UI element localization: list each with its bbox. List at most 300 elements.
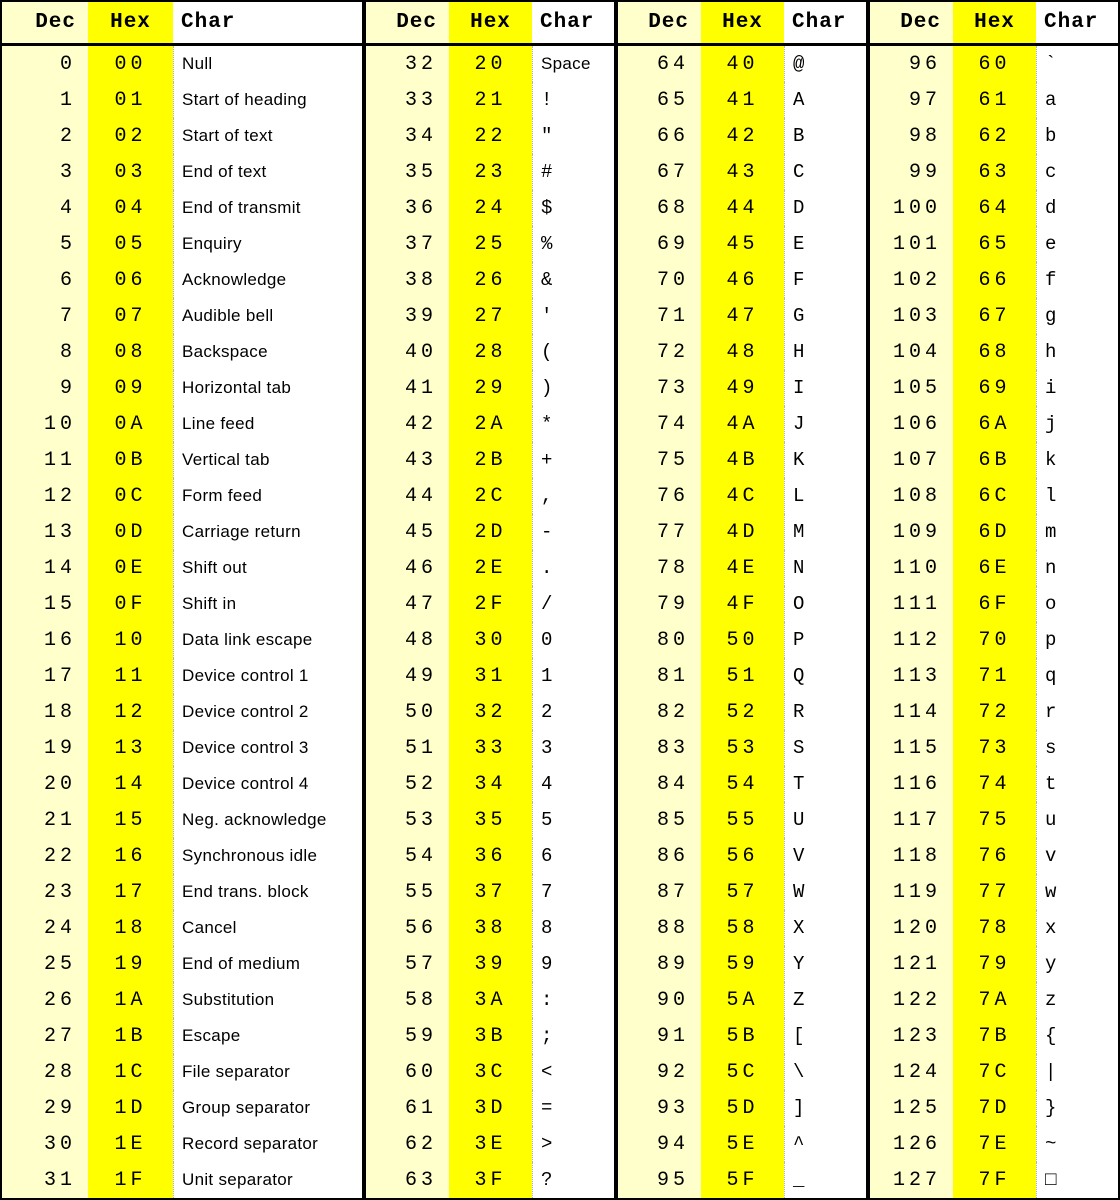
char-cell: ? [532,1162,614,1198]
table-row [2,622,362,658]
hex-cell: 04 [88,190,173,226]
dec-cell: 77 [618,514,701,550]
dec-cell: 99 [870,154,953,190]
char-cell: M [784,514,866,550]
hex-cell: 71 [953,658,1036,694]
hex-cell: 70 [953,622,1036,658]
table-row [366,730,614,766]
hex-cell: 2F [449,586,532,622]
char-cell: < [532,1054,614,1090]
table-row [618,298,866,334]
hex-cell: 3D [449,1090,532,1126]
hex-cell: 32 [449,694,532,730]
table-row [2,1162,362,1198]
table-row [870,838,1118,874]
char-cell: ( [532,334,614,370]
hex-cell: 76 [953,838,1036,874]
hex-cell: 24 [449,190,532,226]
hex-cell: 37 [449,874,532,910]
char-cell: Y [784,946,866,982]
char-cell: U [784,802,866,838]
table-row [2,982,362,1018]
dec-cell: 5 [2,226,88,262]
hex-cell: 7F [953,1162,1036,1198]
table-row [2,46,362,82]
table-row [2,946,362,982]
char-cell: L [784,478,866,514]
ascii-group-0-31 [0,0,364,1200]
hex-cell: 4A [701,406,784,442]
hex-cell: 5E [701,1126,784,1162]
hex-cell: 5C [701,1054,784,1090]
hex-cell: 6A [953,406,1036,442]
table-row [2,154,362,190]
char-cell: End of text [173,154,362,190]
dec-cell: 17 [2,658,88,694]
hex-cell: 44 [701,190,784,226]
hex-cell: 23 [449,154,532,190]
char-cell: g [1036,298,1118,334]
char-cell: Horizontal tab [173,370,362,406]
table-row [870,406,1118,442]
hex-cell: 08 [88,334,173,370]
table-row [366,874,614,910]
table-row [2,514,362,550]
table-row [366,154,614,190]
hex-cell: 78 [953,910,1036,946]
dec-cell: 96 [870,46,953,82]
dec-cell: 82 [618,694,701,730]
char-column-header: Char [532,2,614,46]
char-cell: x [1036,910,1118,946]
hex-cell: 17 [88,874,173,910]
hex-cell: 13 [88,730,173,766]
char-cell: Enquiry [173,226,362,262]
dec-cell: 55 [366,874,449,910]
ascii-group-32-63 [364,0,616,1200]
table-row [2,658,362,694]
table-row [366,370,614,406]
table-row [2,442,362,478]
char-cell: ] [784,1090,866,1126]
table-row [366,1162,614,1198]
table-row [618,550,866,586]
table-row [2,766,362,802]
dec-cell: 23 [2,874,88,910]
char-cell: End trans. block [173,874,362,910]
dec-cell: 110 [870,550,953,586]
dec-cell: 2 [2,118,88,154]
hex-cell: 69 [953,370,1036,406]
dec-cell: 21 [2,802,88,838]
char-cell: v [1036,838,1118,874]
hex-cell: 6D [953,514,1036,550]
table-row [870,586,1118,622]
char-cell: a [1036,82,1118,118]
table-row [870,1162,1118,1198]
dec-cell: 116 [870,766,953,802]
dec-cell: 34 [366,118,449,154]
dec-cell: 62 [366,1126,449,1162]
dec-cell: 14 [2,550,88,586]
hex-cell: 46 [701,262,784,298]
hex-cell: 01 [88,82,173,118]
char-cell: G [784,298,866,334]
hex-cell: 77 [953,874,1036,910]
dec-cell: 122 [870,982,953,1018]
table-row [366,766,614,802]
dec-cell: 53 [366,802,449,838]
dec-column-header: Dec [366,2,449,46]
char-cell: X [784,910,866,946]
dec-cell: 101 [870,226,953,262]
dec-cell: 73 [618,370,701,406]
hex-cell: 21 [449,82,532,118]
char-cell: Group separator [173,1090,362,1126]
char-cell: 0 [532,622,614,658]
char-cell: W [784,874,866,910]
hex-cell: 7C [953,1054,1036,1090]
table-row [870,46,1118,82]
hex-cell: 4B [701,442,784,478]
char-cell: Shift in [173,586,362,622]
char-cell: Escape [173,1018,362,1054]
table-row [366,910,614,946]
table-row [618,226,866,262]
char-cell: A [784,82,866,118]
table-row [366,190,614,226]
char-cell: - [532,514,614,550]
char-cell: { [1036,1018,1118,1054]
hex-cell: 3E [449,1126,532,1162]
char-cell: F [784,262,866,298]
hex-column-header: Hex [449,2,532,46]
dec-cell: 29 [2,1090,88,1126]
dec-cell: 38 [366,262,449,298]
hex-cell: 52 [701,694,784,730]
dec-cell: 114 [870,694,953,730]
hex-cell: 6B [953,442,1036,478]
hex-cell: 5F [701,1162,784,1198]
dec-cell: 86 [618,838,701,874]
char-cell: Cancel [173,910,362,946]
table-row [870,766,1118,802]
table-row [2,1090,362,1126]
hex-cell: 4E [701,550,784,586]
table-row [618,586,866,622]
hex-cell: 12 [88,694,173,730]
dec-cell: 20 [2,766,88,802]
dec-cell: 15 [2,586,88,622]
hex-cell: 2E [449,550,532,586]
char-cell: K [784,442,866,478]
hex-cell: 56 [701,838,784,874]
hex-cell: 64 [953,190,1036,226]
dec-column-header: Dec [870,2,953,46]
dec-cell: 85 [618,802,701,838]
char-cell: 7 [532,874,614,910]
dec-cell: 13 [2,514,88,550]
hex-cell: 20 [449,46,532,82]
hex-cell: 54 [701,766,784,802]
table-row [870,1126,1118,1162]
table-row [2,1054,362,1090]
char-column-header: Char [784,2,866,46]
table-row [366,946,614,982]
table-row [618,838,866,874]
dec-cell: 46 [366,550,449,586]
hex-cell: 73 [953,730,1036,766]
hex-cell: 1D [88,1090,173,1126]
char-cell: E [784,226,866,262]
hex-cell: 49 [701,370,784,406]
table-row [618,1090,866,1126]
hex-cell: 30 [449,622,532,658]
dec-cell: 45 [366,514,449,550]
header-row [618,2,866,46]
hex-cell: 00 [88,46,173,82]
table-row [618,1018,866,1054]
hex-cell: 42 [701,118,784,154]
dec-cell: 59 [366,1018,449,1054]
dec-cell: 126 [870,1126,953,1162]
char-cell: Acknowledge [173,262,362,298]
dec-column-header: Dec [2,2,88,46]
char-cell: : [532,982,614,1018]
dec-cell: 19 [2,730,88,766]
char-cell: j [1036,406,1118,442]
table-row [366,262,614,298]
table-row [366,658,614,694]
char-cell: , [532,478,614,514]
hex-cell: 25 [449,226,532,262]
dec-cell: 30 [2,1126,88,1162]
char-cell: Null [173,46,362,82]
table-row [618,946,866,982]
char-cell: End of medium [173,946,362,982]
dec-cell: 79 [618,586,701,622]
hex-cell: 61 [953,82,1036,118]
dec-cell: 109 [870,514,953,550]
dec-cell: 8 [2,334,88,370]
hex-cell: 7B [953,1018,1036,1054]
table-row [2,910,362,946]
char-cell: 1 [532,658,614,694]
hex-cell: 18 [88,910,173,946]
char-cell: 9 [532,946,614,982]
hex-cell: 57 [701,874,784,910]
char-cell: ; [532,1018,614,1054]
dec-cell: 41 [366,370,449,406]
table-row [618,910,866,946]
dec-cell: 39 [366,298,449,334]
dec-cell: 120 [870,910,953,946]
char-cell: I [784,370,866,406]
dec-cell: 16 [2,622,88,658]
dec-cell: 123 [870,1018,953,1054]
char-cell: Device control 3 [173,730,362,766]
dec-cell: 98 [870,118,953,154]
hex-cell: 05 [88,226,173,262]
table-row [870,82,1118,118]
hex-cell: 41 [701,82,784,118]
table-row [366,442,614,478]
table-row [366,694,614,730]
char-cell: n [1036,550,1118,586]
char-cell: & [532,262,614,298]
char-cell: ~ [1036,1126,1118,1162]
dec-cell: 107 [870,442,953,478]
table-row [870,442,1118,478]
char-cell: w [1036,874,1118,910]
char-cell: Start of heading [173,82,362,118]
table-row [2,874,362,910]
hex-cell: 79 [953,946,1036,982]
dec-cell: 104 [870,334,953,370]
dec-column-header: Dec [618,2,701,46]
table-row [618,334,866,370]
char-cell: End of transmit [173,190,362,226]
dec-cell: 124 [870,1054,953,1090]
hex-cell: 48 [701,334,784,370]
dec-cell: 65 [618,82,701,118]
dec-cell: 33 [366,82,449,118]
hex-cell: 06 [88,262,173,298]
hex-cell: 53 [701,730,784,766]
hex-cell: 36 [449,838,532,874]
dec-cell: 60 [366,1054,449,1090]
hex-cell: 09 [88,370,173,406]
char-cell: d [1036,190,1118,226]
dec-cell: 84 [618,766,701,802]
ascii-group-96-127 [868,0,1120,1200]
char-cell: . [532,550,614,586]
char-cell: C [784,154,866,190]
table-row [366,1054,614,1090]
char-cell: Unit separator [173,1162,362,1198]
hex-cell: 5D [701,1090,784,1126]
dec-cell: 35 [366,154,449,190]
table-row [870,982,1118,1018]
hex-cell: 68 [953,334,1036,370]
char-cell: u [1036,802,1118,838]
char-cell: i [1036,370,1118,406]
table-row [366,802,614,838]
dec-cell: 37 [366,226,449,262]
table-row [618,802,866,838]
dec-cell: 44 [366,478,449,514]
hex-cell: 6C [953,478,1036,514]
table-row [618,1054,866,1090]
hex-cell: 02 [88,118,173,154]
dec-cell: 83 [618,730,701,766]
hex-cell: 1B [88,1018,173,1054]
char-cell: H [784,334,866,370]
hex-cell: 11 [88,658,173,694]
char-cell: = [532,1090,614,1126]
table-row [618,1162,866,1198]
table-row [870,298,1118,334]
dec-cell: 24 [2,910,88,946]
table-row [618,154,866,190]
hex-cell: 26 [449,262,532,298]
table-row [2,1126,362,1162]
char-cell: | [1036,1054,1118,1090]
table-row [870,1090,1118,1126]
dec-cell: 74 [618,406,701,442]
dec-cell: 75 [618,442,701,478]
hex-cell: 16 [88,838,173,874]
group-body [2,46,362,1198]
char-cell: Carriage return [173,514,362,550]
dec-cell: 57 [366,946,449,982]
char-cell: e [1036,226,1118,262]
hex-cell: 74 [953,766,1036,802]
hex-cell: 35 [449,802,532,838]
dec-cell: 63 [366,1162,449,1198]
dec-cell: 26 [2,982,88,1018]
table-row [366,838,614,874]
table-row [2,802,362,838]
dec-cell: 106 [870,406,953,442]
char-cell: Space [532,46,614,82]
char-cell: T [784,766,866,802]
char-cell: ` [1036,46,1118,82]
table-row [870,874,1118,910]
char-cell: > [532,1126,614,1162]
char-cell: * [532,406,614,442]
char-cell: O [784,586,866,622]
hex-cell: 6F [953,586,1036,622]
dec-cell: 28 [2,1054,88,1090]
char-cell: + [532,442,614,478]
hex-cell: 6E [953,550,1036,586]
char-cell: l [1036,478,1118,514]
char-cell: Synchronous idle [173,838,362,874]
hex-cell: 75 [953,802,1036,838]
char-column-header: Char [173,2,362,46]
char-cell: \ [784,1054,866,1090]
char-cell: c [1036,154,1118,190]
hex-cell: 3C [449,1054,532,1090]
dec-cell: 61 [366,1090,449,1126]
char-cell: ) [532,370,614,406]
hex-cell: 3F [449,1162,532,1198]
hex-cell: 1C [88,1054,173,1090]
table-row [2,550,362,586]
hex-cell: 59 [701,946,784,982]
dec-cell: 9 [2,370,88,406]
hex-cell: 55 [701,802,784,838]
dec-cell: 3 [2,154,88,190]
hex-cell: 0D [88,514,173,550]
table-row [2,298,362,334]
char-cell: Neg. acknowledge [173,802,362,838]
table-row [618,190,866,226]
char-cell: 6 [532,838,614,874]
table-row [2,406,362,442]
dec-cell: 127 [870,1162,953,1198]
char-cell: o [1036,586,1118,622]
dec-cell: 93 [618,1090,701,1126]
char-cell: Audible bell [173,298,362,334]
char-cell: ^ [784,1126,866,1162]
table-row [2,226,362,262]
dec-cell: 52 [366,766,449,802]
table-row [366,478,614,514]
char-cell: 2 [532,694,614,730]
table-row [618,82,866,118]
